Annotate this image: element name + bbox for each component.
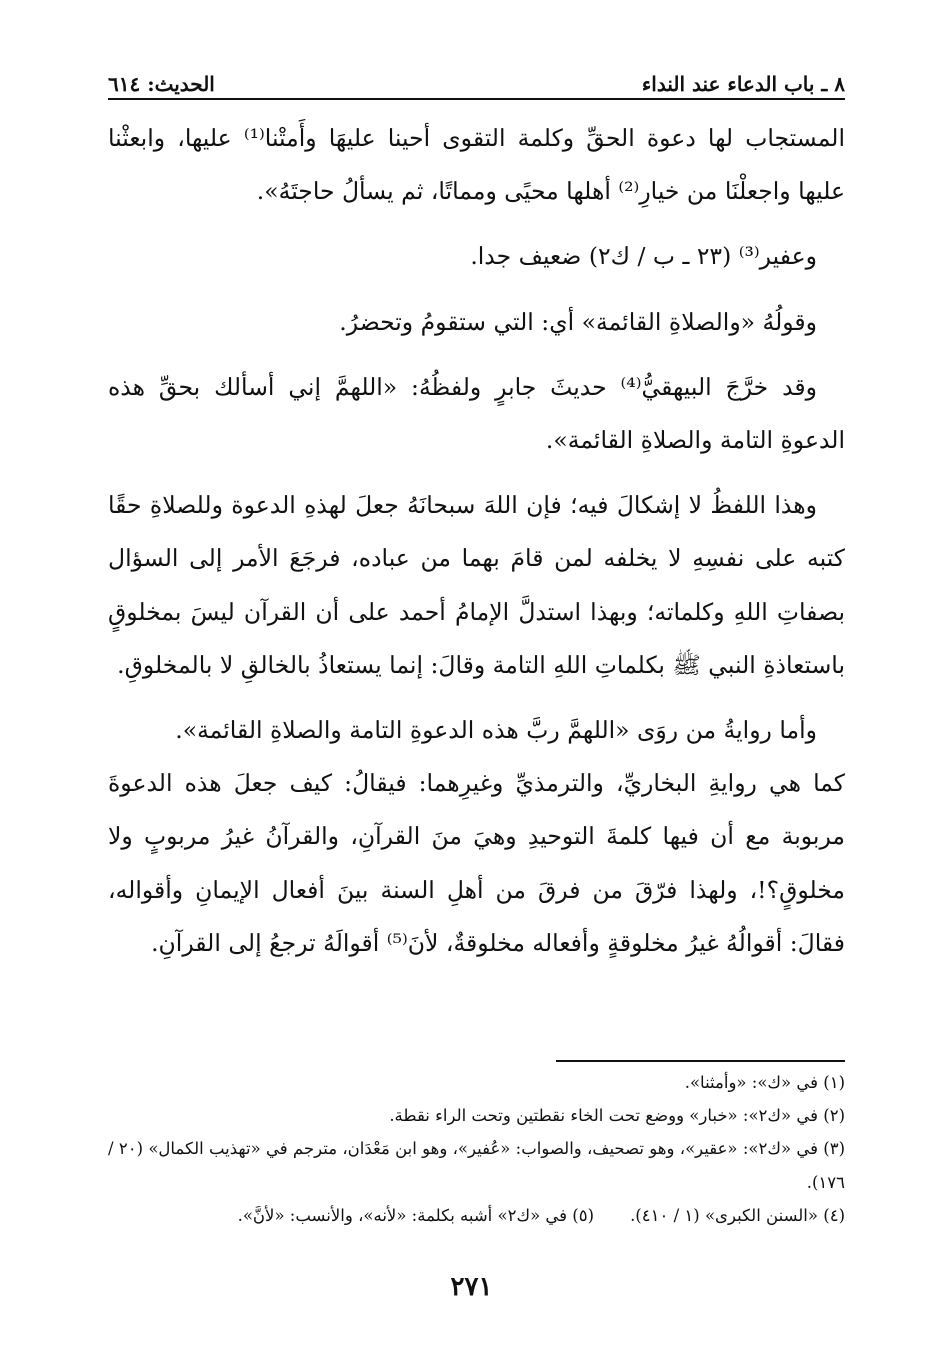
footnote-5: (٥) في «ك٢» أشبه بكلمة: «لأنه»، والأنسب: «لأنَّ». (237, 1205, 595, 1225)
footnote-line (108, 1199, 845, 1232)
running-header (108, 60, 845, 96)
page-number: ٢٧١ (450, 1272, 493, 1302)
footnote-4: (٤) «السنن الكبرى» (١ / ٤١٠). (630, 1205, 845, 1225)
paragraph: وعفير⁽³⁾ (٢٣ ـ ب / ك٢) ضعيف جدا. (470, 242, 817, 271)
paragraph: وقولُهُ «والصلاةِ القائمة» أي: التي ستقومُ وتحضرُ. (339, 307, 817, 336)
footnote-divider (556, 1060, 845, 1062)
footnote-3: (٣) في «ك٢»: «عقير»، وهو تصحيف، والصواب: «عُفير»، وهو ابن مَعْدَان، مترجم في «تهذيب الكمال» (٢٠ / ١٧٦). (108, 1139, 845, 1192)
footnote-2: (٢) في «ك٢»: «خبار» ووضع تحت الخاء نقطتين وتحت الراء نقطة. (389, 1106, 845, 1126)
footnote-1: (١) في «ك»: «وأمثنا». (684, 1073, 845, 1092)
hadith-number: الحديث: ٦١٤ (108, 72, 215, 96)
chapter-title: ٨ ـ باب الدعاء عند النداء (641, 72, 845, 96)
paragraph: المستجاب لها دعوة الحقِّ وكلمة التقوى أحينا عليهَا وأَمتْنا⁽¹⁾ عليها، وابعثْنا عليها واجعلْنَا من خيارِ⁽²⁾ أهلها محيًى ومماتًا، ثم يسألُ حاجتَهُ». (108, 124, 845, 206)
paragraph: كما هي روايةِ البخاريِّ، والترمذيِّ وغيرِهما: فيقالُ: كيف جعلَ هذه الدعوةَ مربوبة مع أن فيها كلمةَ التوحيدِ وهيَ منَ القرآنِ، والقرآنُ غيرُ مربوبٍ ولا مخلوقٍ؟!، ولهذا فرّقَ من فرقَ من أهلِ السنة بينَ أفعال الإيمانِ وأقواله، فقالَ: أقوالُهُ غيرُ مخلوقةٍ وأفعاله مخلوقةٌ، لأنَ⁽⁵⁾ أقوالَهُ ترجعُ إلى القرآنِ. (108, 769, 845, 957)
header-divider (108, 98, 845, 100)
paragraph: وأما روايةُ من روَى «اللهمَّ ربَّ هذه الدعوةِ التامة والصلاةِ القائمة». (175, 716, 817, 745)
paragraph: وهذا اللفظُ لا إشكالَ فيه؛ فإن اللهَ سبحانَهُ جعلَ لهذهِ الدعوة وللصلاةِ حقًا كتبه على نفسِهِ لا يخلفه لمن قامَ بهما من عباده، فرجَعَ الأمر إلى السؤال بصفاتِ اللهِ وكلماته؛ وبهذا استدلَّ الإمامُ أحمد على أن القرآن ليسَ بمخلوقٍ باستعاذةِ النبي ﷺ بكلماتِ اللهِ التامة وقالَ: إنما يستعاذُ بالخالقِ لا بالمخلوقِ. (108, 491, 845, 679)
main-text (108, 112, 845, 970)
paragraph: وقد خرَّجَ البيهقيُّ⁽⁴⁾ حديثَ جابرٍ ولفظُهُ: «اللهمَّ إني أسألك بحقِّ هذه الدعوةِ التامة والصلاةِ القائمة». (108, 372, 845, 455)
footnotes (108, 1066, 845, 1232)
